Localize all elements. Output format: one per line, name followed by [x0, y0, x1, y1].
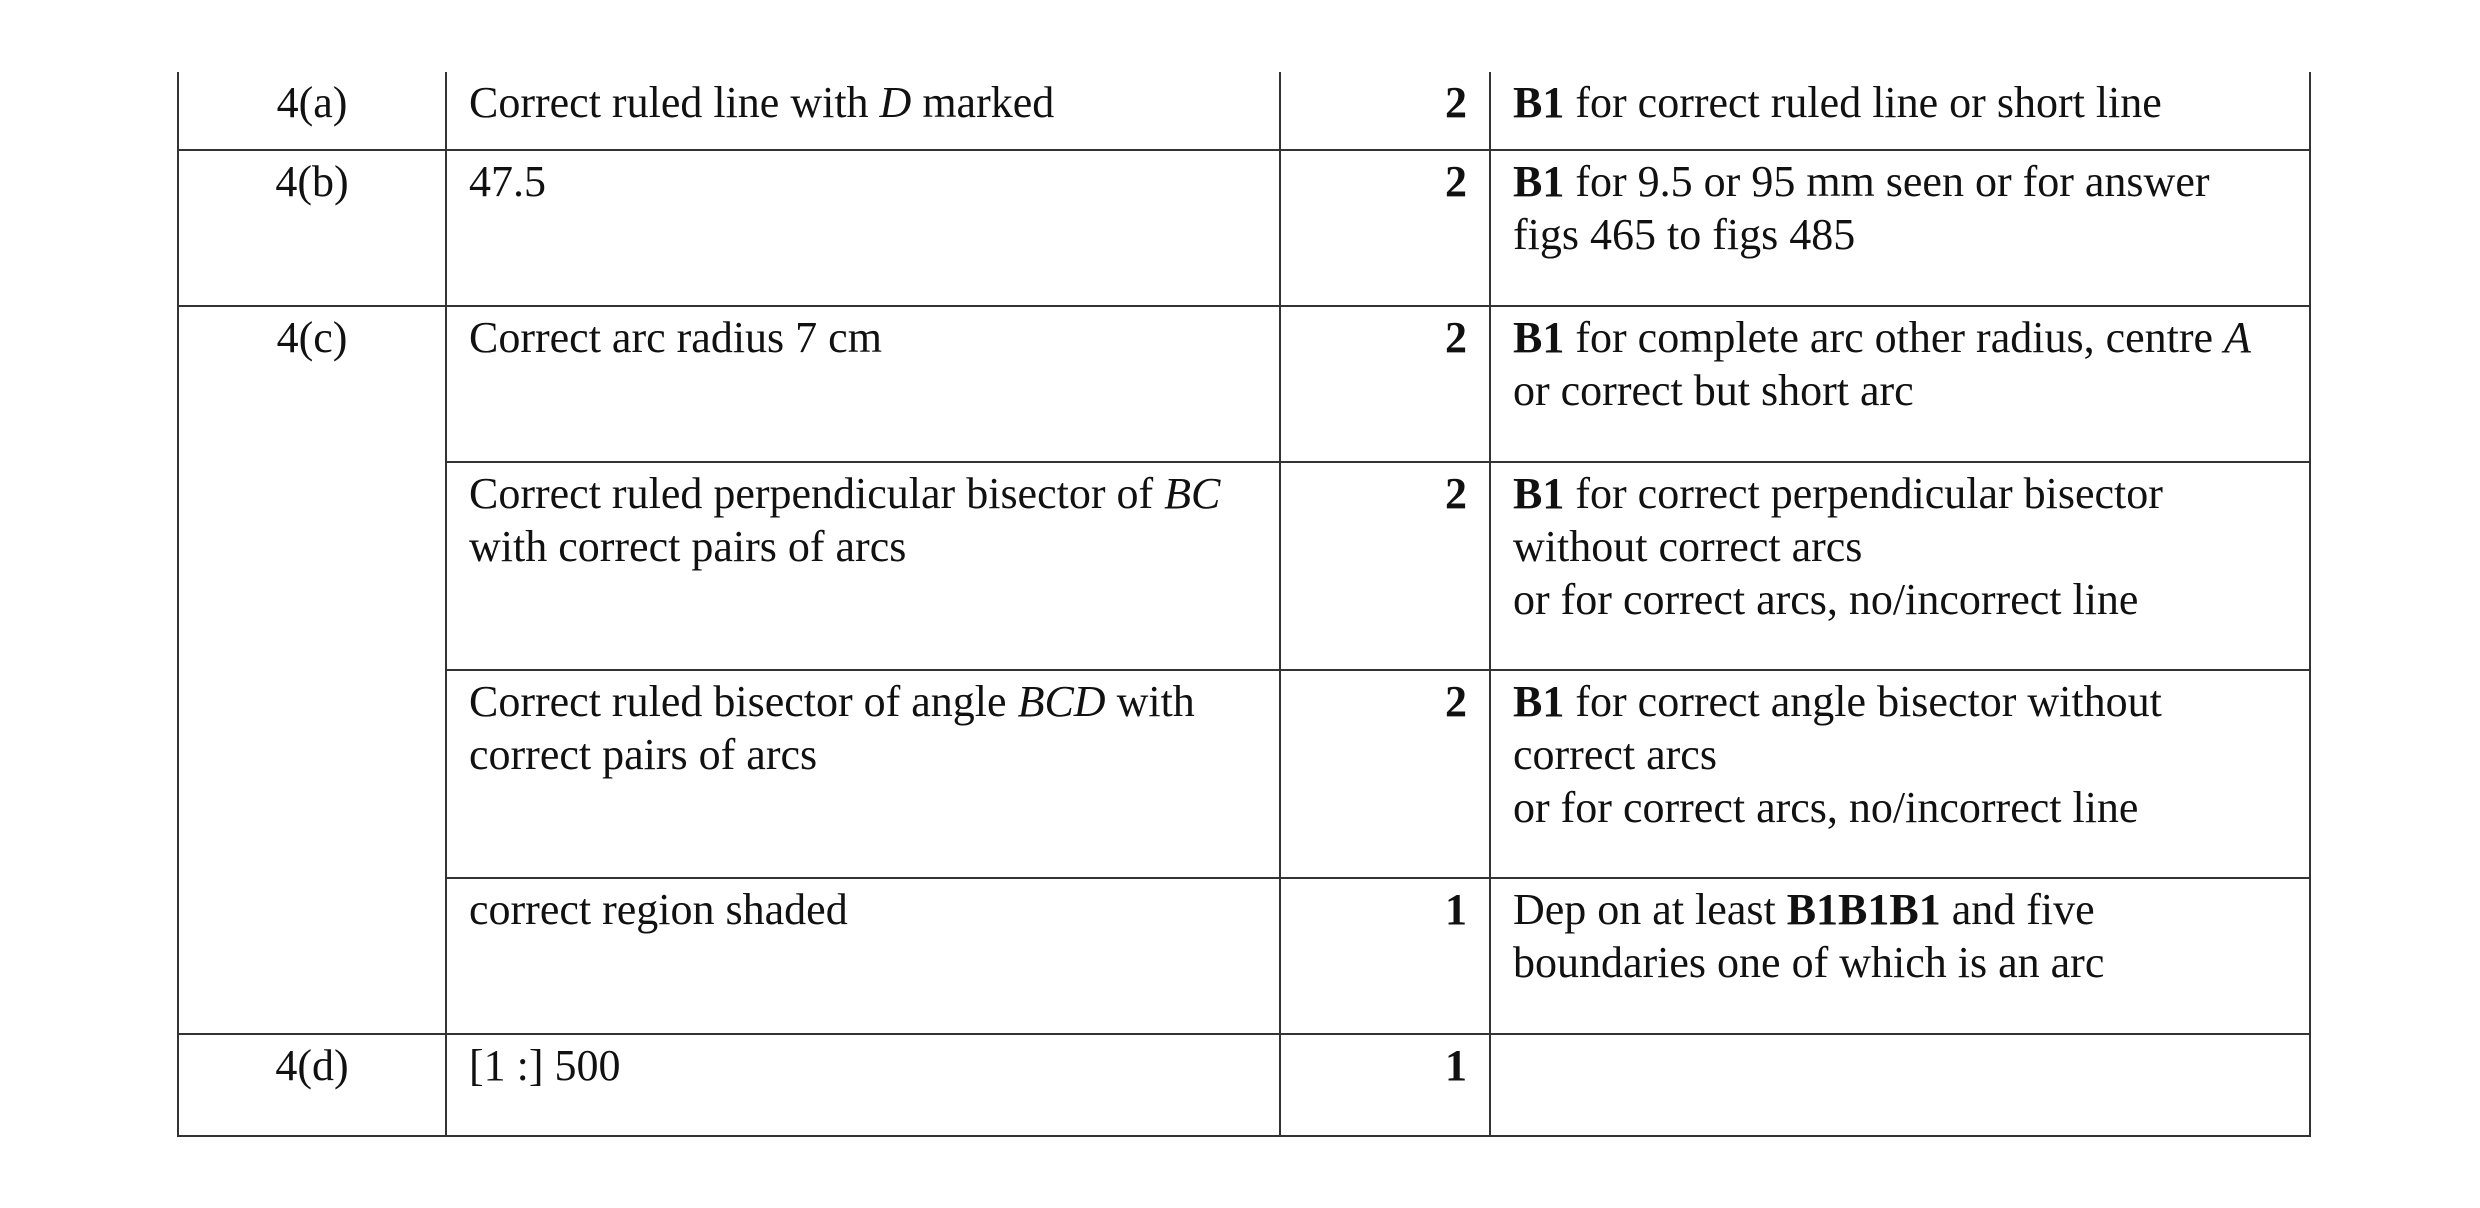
text-run: for correct perpendicular bisector without correct arcs: [1513, 469, 2163, 571]
answer-cell: [446, 1034, 1280, 1136]
text-run: correct region shaded: [469, 885, 848, 934]
guidance-line: [1513, 311, 2285, 417]
guidance-line: [1513, 573, 2285, 626]
marks-cell: 2: [1280, 72, 1490, 150]
text-run: with correct pairs of arcs: [469, 677, 1195, 779]
table-row: [178, 150, 2310, 306]
answer-cell: [446, 306, 1280, 462]
table-row: [178, 1034, 2310, 1136]
marks-cell: 1: [1280, 878, 1490, 1034]
text-run: [1 :] 500: [469, 1041, 621, 1090]
emphasis-text: B1: [1513, 313, 1565, 362]
guidance-cell: [1490, 150, 2310, 306]
variable-text: A: [2224, 313, 2251, 362]
text-run: Correct ruled perpendicular bisector of: [469, 469, 1165, 518]
table-row: [178, 670, 2310, 878]
emphasis-text: B1: [1513, 78, 1565, 127]
table-row: [178, 72, 2310, 150]
answer-cell: [446, 670, 1280, 878]
text-run: 47.5: [469, 157, 546, 206]
marks-cell: 2: [1280, 306, 1490, 462]
text-run: or correct but short arc: [1513, 366, 1914, 415]
text-run: for complete arc other radius, centre: [1564, 313, 2225, 362]
text-run: with correct pairs of arcs: [469, 522, 907, 571]
text-run: or for correct arcs, no/incorrect line: [1513, 783, 2139, 832]
marks-cell: 2: [1280, 462, 1490, 670]
guidance-line: [1513, 675, 2285, 781]
guidance-line: [1513, 76, 2285, 129]
guidance-cell: [1490, 306, 2310, 462]
table-row: [178, 878, 2310, 1034]
question-cell: 4(a): [178, 72, 446, 150]
guidance-cell: [1490, 878, 2310, 1034]
emphasis-text: B1B1B1: [1786, 885, 1941, 934]
answer-cell: [446, 150, 1280, 306]
mark-scheme-table: [177, 72, 2311, 1137]
variable-text: BCD: [1017, 677, 1106, 726]
emphasis-text: B1: [1513, 157, 1565, 206]
answer-cell: [446, 462, 1280, 670]
text-run: marked: [911, 78, 1055, 127]
marks-cell: 1: [1280, 1034, 1490, 1136]
text-run: for correct ruled line or short line: [1564, 78, 2162, 127]
variable-text: D: [879, 78, 912, 127]
table-row: [178, 462, 2310, 670]
question-cell: 4(b): [178, 150, 446, 306]
text-run: for correct angle bisector without correct arcs: [1513, 677, 2162, 779]
table-row: [178, 306, 2310, 462]
guidance-line: [1513, 467, 2285, 573]
guidance-cell: [1490, 72, 2310, 150]
answer-cell: [446, 878, 1280, 1034]
guidance-line: [1513, 155, 2285, 261]
answer-cell: [446, 72, 1280, 150]
text-run: for 9.5 or 95 mm seen or for answer figs 465 to figs 485: [1513, 157, 2210, 259]
text-run: Correct ruled line with: [469, 78, 880, 127]
question-cell: 4(c): [178, 306, 446, 1034]
text-run: Dep on at least: [1513, 885, 1787, 934]
marks-cell: 2: [1280, 670, 1490, 878]
text-run: or for correct arcs, no/incorrect line: [1513, 575, 2139, 624]
question-cell: 4(d): [178, 1034, 446, 1136]
marks-cell: 2: [1280, 150, 1490, 306]
guidance-line: [1513, 883, 2285, 989]
guidance-line: [1513, 781, 2285, 834]
guidance-cell: [1490, 670, 2310, 878]
emphasis-text: B1: [1513, 677, 1565, 726]
guidance-cell: [1490, 462, 2310, 670]
emphasis-text: B1: [1513, 469, 1565, 518]
text-run: and five boundaries one of which is an arc: [1513, 885, 2105, 987]
text-run: Correct ruled bisector of angle: [469, 677, 1018, 726]
text-run: Correct arc radius 7 cm: [469, 313, 882, 362]
guidance-cell: [1490, 1034, 2310, 1136]
variable-text: BC: [1164, 469, 1221, 518]
